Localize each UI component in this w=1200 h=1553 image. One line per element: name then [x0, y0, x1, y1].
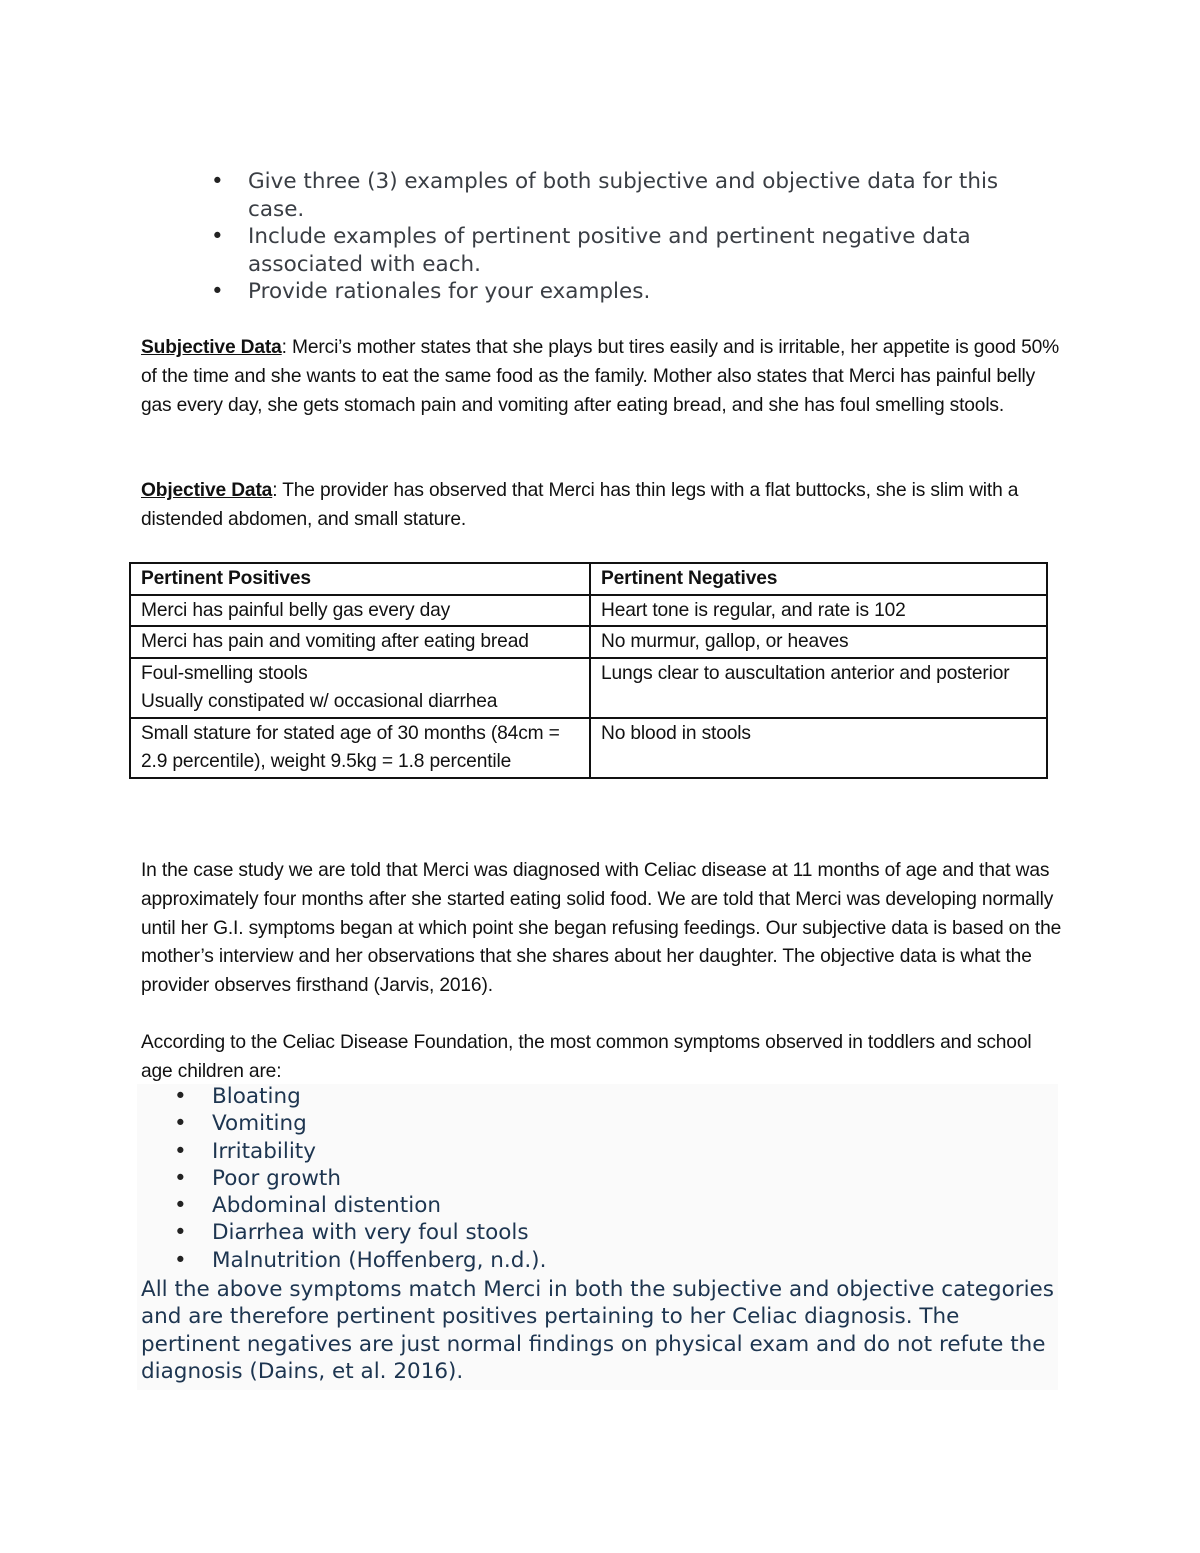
- case-study-paragraph: In the case study we are told that Merci was diagnosed with Celiac disease at 11 months of age and that was approximately four months after she started eating solid food. We are told that Merci was developing normally until her G.I. symptoms began at which point she began refusing feedings. Our subjective data is based on the mother’s interview and her observations that she shares about her daughter. The objective data is what the provider observes firsthand (Jarvis, 2016).: [141, 860, 1062, 997]
- pertinent-findings-table: [129, 562, 1048, 779]
- list-item: • Bloating: [174, 1084, 301, 1109]
- objective-data-paragraph: Objective Data: The provider has observed that Merci has thin legs with a flat buttocks, she is slim with a distended abdomen, and small stature.: [141, 480, 1019, 530]
- list-item: • Malnutrition (Hoffenberg, n.d.).: [174, 1247, 547, 1273]
- foundation-paragraph: According to the Celiac Disease Foundation, the most common symptoms observed in toddlers and school age children are:: [141, 1032, 1032, 1082]
- table-row: [130, 626, 1047, 658]
- negative-cell: No murmur, gallop, or heaves: [590, 626, 1047, 658]
- positive-cell: Foul-smelling stools Usually constipated w/ occasional diarrhea: [130, 658, 590, 718]
- table-row: [130, 718, 1047, 778]
- subjective-data-label: Subjective Data: [141, 337, 282, 358]
- closing-paragraph: All the above symptoms match Merci in both the subjective and objective categories and are therefore pertinent positives pertaining to her Celiac diagnosis. The pertinent negatives are just normal findings on physical exam and do not refute the diagnosis (Dains, et al. 2016).: [141, 1277, 1054, 1384]
- instruction-item: • Give three (3) examples of both subjective and objective data for this case.: [211, 169, 999, 222]
- column-header-negatives: Pertinent Negatives: [590, 563, 1047, 595]
- instructions-list: [211, 168, 1048, 306]
- bullet-icon: •: [174, 1111, 187, 1137]
- list-item: • Poor growth: [174, 1165, 341, 1191]
- negative-cell: Lungs clear to auscultation anterior and posterior: [590, 658, 1047, 718]
- bullet-icon: •: [174, 1165, 187, 1191]
- bullet-icon: •: [174, 1193, 187, 1219]
- instruction-item: • Provide rationales for your examples.: [211, 279, 651, 304]
- column-header-positives: Pertinent Positives: [130, 563, 590, 595]
- bullet-icon: •: [211, 279, 224, 304]
- negative-cell: No blood in stools: [590, 718, 1047, 778]
- table-row: [130, 595, 1047, 627]
- list-item: • Abdominal distention: [174, 1193, 441, 1219]
- bullet-icon: •: [211, 224, 224, 249]
- bullet-icon: •: [174, 1247, 187, 1273]
- instruction-item: • Include examples of pertinent positive and pertinent negative data associated with each.: [211, 224, 971, 277]
- positive-cell: Merci has painful belly gas every day: [130, 595, 590, 627]
- list-item: • Irritability: [174, 1138, 316, 1164]
- bullet-icon: •: [174, 1084, 187, 1109]
- objective-data-label: Objective Data: [141, 480, 273, 501]
- negative-cell: Heart tone is regular, and rate is 102: [590, 595, 1047, 627]
- list-item: • Vomiting: [174, 1111, 307, 1137]
- positive-cell: Merci has pain and vomiting after eating bread: [130, 626, 590, 658]
- subjective-data-paragraph: Subjective Data: Merci’s mother states that she plays but tires easily and is irritable, her appetite is good 50% of the time and she wants to eat the same food as the family. Mother also states that Merci has painful belly gas every day, she gets stomach pain and vomiting after eating bread, and she has foul smelling stools.: [141, 337, 1060, 416]
- bullet-icon: •: [174, 1220, 187, 1246]
- table-row: [130, 658, 1047, 718]
- table-header-row: [130, 563, 1047, 595]
- positive-cell: Small stature for stated age of 30 months (84cm = 2.9 percentile), weight 9.5kg = 1.8 percentile: [130, 718, 590, 778]
- symptoms-list: [174, 1083, 1012, 1274]
- bullet-icon: •: [211, 169, 224, 194]
- bullet-icon: •: [174, 1138, 187, 1164]
- list-item: • Diarrhea with very foul stools: [174, 1220, 529, 1246]
